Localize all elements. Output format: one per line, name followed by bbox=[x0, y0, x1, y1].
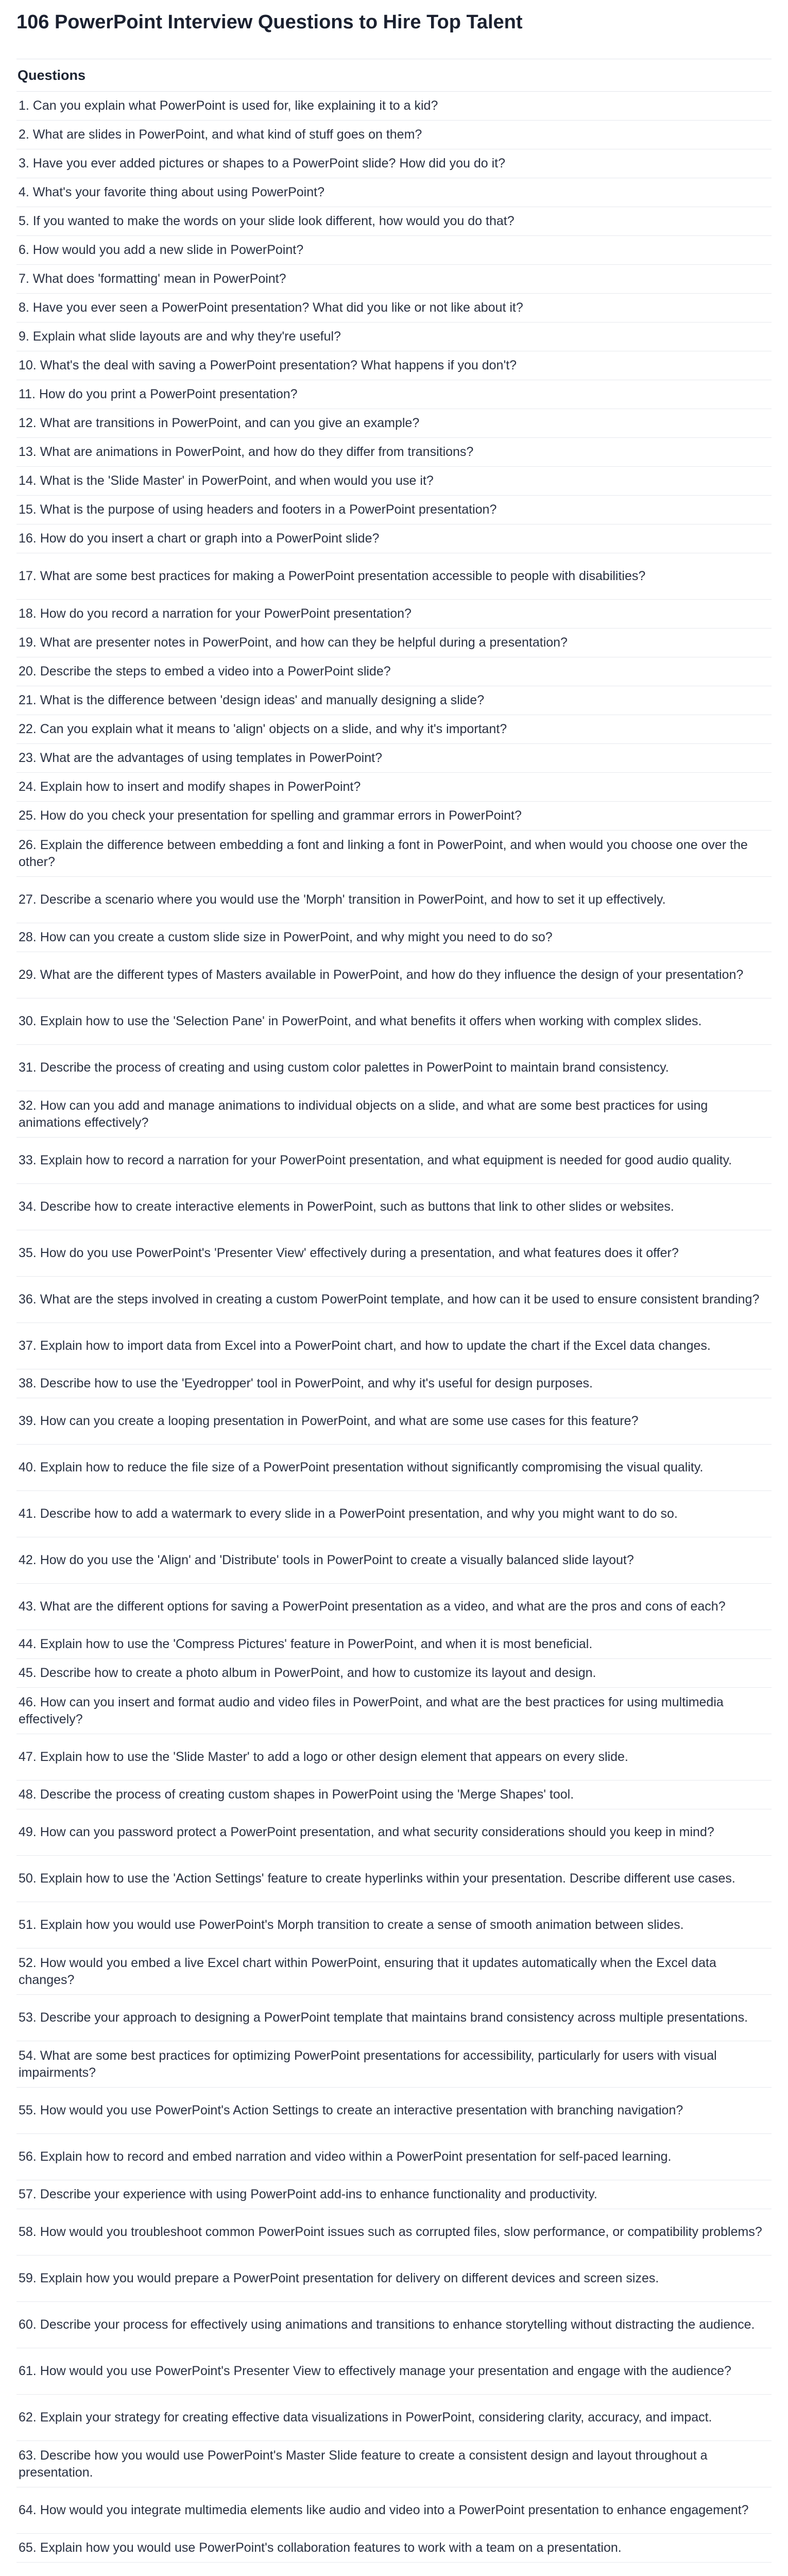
table-row bbox=[16, 2041, 772, 2088]
question-text: 48. Describe the process of creating custom shapes in PowerPoint using the 'Merge Shapes' tool. bbox=[19, 1787, 574, 1802]
table-row bbox=[16, 686, 772, 715]
table-row bbox=[16, 2302, 772, 2348]
table-row bbox=[16, 1630, 772, 1659]
table-row bbox=[16, 1445, 772, 1491]
table-row bbox=[16, 1398, 772, 1445]
question-text: 23. What are the advantages of using templates in PowerPoint? bbox=[19, 751, 382, 765]
table-row bbox=[16, 1584, 772, 1630]
table-row bbox=[16, 1323, 772, 1369]
question-text: 12. What are transitions in PowerPoint, and can you give an example? bbox=[19, 416, 420, 430]
question-text: 13. What are animations in PowerPoint, and how do they differ from transitions? bbox=[19, 445, 474, 459]
table-row bbox=[16, 1781, 772, 1809]
table-row bbox=[16, 467, 772, 496]
table-row bbox=[16, 744, 772, 773]
question-text: 42. How do you use the 'Align' and 'Distribute' tools in PowerPoint to create a visually balanced slide layout? bbox=[19, 1553, 634, 1567]
question-text: 51. Explain how you would use PowerPoint's Morph transition to create a sense of smooth animation between slides. bbox=[19, 1918, 684, 1932]
table-row bbox=[16, 236, 772, 265]
table-row bbox=[16, 1091, 772, 1138]
question-text: 19. What are presenter notes in PowerPoint, and how can they be helpful during a presentation? bbox=[19, 635, 568, 650]
question-text: 60. Describe your process for effectively using animations and transitions to enhance storytelling without distracting the audience. bbox=[19, 2317, 755, 2332]
question-text: 43. What are the different options for saving a PowerPoint presentation as a video, and what are the pros and cons of each? bbox=[19, 1599, 726, 1614]
question-text: 10. What's the deal with saving a PowerPoint presentation? What happens if you don't? bbox=[19, 358, 517, 372]
question-text: 58. How would you troubleshoot common PowerPoint issues such as corrupted files, slow performance, or compatibility problems? bbox=[19, 2225, 762, 2239]
question-text: 36. What are the steps involved in creating a custom PowerPoint template, and how can it be used to ensure consistent branding? bbox=[19, 1292, 760, 1307]
table-row bbox=[16, 178, 772, 207]
question-text: 18. How do you record a narration for your PowerPoint presentation? bbox=[19, 606, 412, 621]
question-text: 6. How would you add a new slide in PowerPoint? bbox=[19, 243, 304, 257]
question-text: 16. How do you insert a chart or graph into a PowerPoint slide? bbox=[19, 531, 380, 546]
table-row bbox=[16, 149, 772, 178]
table-row bbox=[16, 438, 772, 467]
question-text: 54. What are some best practices for optimizing PowerPoint presentations for accessibility, particularly for users with visual impairments? bbox=[19, 2048, 717, 2080]
question-text: 47. Explain how to use the 'Slide Master' to add a logo or other design element that appears on every slide. bbox=[19, 1750, 628, 1764]
question-text: 7. What does 'formatting' mean in PowerPoint? bbox=[19, 272, 286, 286]
question-text: 4. What's your favorite thing about using PowerPoint? bbox=[19, 185, 324, 199]
question-text: 22. Can you explain what it means to 'align' objects on a slide, and why it's important? bbox=[19, 722, 507, 736]
table-header: Questions bbox=[16, 59, 772, 92]
table-row bbox=[16, 496, 772, 524]
question-text: 14. What is the 'Slide Master' in PowerPoint, and when would you use it? bbox=[19, 473, 434, 488]
table-row bbox=[16, 2256, 772, 2302]
question-text: 2. What are slides in PowerPoint, and what kind of stuff goes on them? bbox=[19, 127, 422, 142]
questions-table bbox=[16, 59, 772, 2576]
question-text: 45. Describe how to create a photo album in PowerPoint, and how to customize its layout and design. bbox=[19, 1666, 596, 1680]
table-row bbox=[16, 1369, 772, 1398]
table-row bbox=[16, 1902, 772, 1948]
question-text: 50. Explain how to use the 'Action Settings' feature to create hyperlinks within your presentation. Describe different use cases. bbox=[19, 1871, 735, 1886]
question-text: 64. How would you integrate multimedia elements like audio and video into a PowerPoint presentation to enhance engagement? bbox=[19, 2503, 749, 2517]
question-text: 63. Describe how you would use PowerPoint's Master Slide feature to create a consistent design and layout throughout a presentation. bbox=[19, 2448, 708, 2480]
table-body bbox=[16, 92, 772, 2576]
table-row bbox=[16, 715, 772, 744]
question-text: 5. If you wanted to make the words on your slide look different, how would you do that? bbox=[19, 214, 515, 228]
table-row bbox=[16, 802, 772, 831]
question-text: 40. Explain how to reduce the file size of a PowerPoint presentation without significantly compromising the visual quality. bbox=[19, 1460, 704, 1475]
question-text: 61. How would you use PowerPoint's Presenter View to effectively manage your presentation and engage with the audience? bbox=[19, 2364, 731, 2378]
table-row bbox=[16, 1138, 772, 1184]
table-row bbox=[16, 2487, 772, 2534]
question-text: 15. What is the purpose of using headers and footers in a PowerPoint presentation? bbox=[19, 502, 497, 517]
question-text: 46. How can you insert and format audio and video files in PowerPoint, and what are the best practices for using multimedia effectively? bbox=[19, 1694, 724, 1726]
table-row bbox=[16, 1856, 772, 1902]
question-text: 65. Explain how you would use PowerPoint's collaboration features to work with a team on a presentation. bbox=[19, 2540, 622, 2555]
question-text: 37. Explain how to import data from Excel into a PowerPoint chart, and how to update the chart if the Excel data changes. bbox=[19, 1338, 711, 1353]
question-text: 44. Explain how to use the 'Compress Pictures' feature in PowerPoint, and when it is most beneficial. bbox=[19, 1637, 593, 1651]
table-row bbox=[16, 1734, 772, 1781]
table-row bbox=[16, 657, 772, 686]
table-row bbox=[16, 351, 772, 380]
table-row bbox=[16, 1537, 772, 1584]
question-text: 24. Explain how to insert and modify shapes in PowerPoint? bbox=[19, 779, 361, 794]
table-row bbox=[16, 1659, 772, 1688]
question-text: 21. What is the difference between 'design ideas' and manually designing a slide? bbox=[19, 693, 485, 707]
table-row bbox=[16, 1277, 772, 1323]
table-row bbox=[16, 323, 772, 351]
table-row bbox=[16, 1184, 772, 1230]
question-text: 32. How can you add and manage animations to individual objects on a slide, and what are some best practices for using animations effectively? bbox=[19, 1098, 708, 1130]
table-row bbox=[16, 2441, 772, 2487]
question-text: 27. Describe a scenario where you would use the 'Morph' transition in PowerPoint, and how to set it up effectively. bbox=[19, 892, 666, 907]
question-text: 28. How can you create a custom slide size in PowerPoint, and why might you need to do so? bbox=[19, 930, 553, 944]
table-row bbox=[16, 952, 772, 998]
table-row bbox=[16, 629, 772, 657]
table-row bbox=[16, 2134, 772, 2180]
table-row bbox=[16, 1948, 772, 1995]
table-row bbox=[16, 121, 772, 149]
question-text: 25. How do you check your presentation for spelling and grammar errors in PowerPoint? bbox=[19, 808, 522, 823]
table-row bbox=[16, 877, 772, 923]
question-text: 41. Describe how to add a watermark to every slide in a PowerPoint presentation, and why you might want to do so. bbox=[19, 1506, 678, 1521]
question-text: 9. Explain what slide layouts are and why they're useful? bbox=[19, 329, 341, 344]
question-text: 56. Explain how to record and embed narration and video within a PowerPoint presentation for self-paced learning. bbox=[19, 2149, 672, 2164]
table-row bbox=[16, 553, 772, 600]
table-row bbox=[16, 923, 772, 952]
table-row bbox=[16, 773, 772, 802]
question-text: 11. How do you print a PowerPoint presentation? bbox=[19, 387, 298, 401]
question-text: 26. Explain the difference between embedding a font and linking a font in PowerPoint, and when would you choose one over the other? bbox=[19, 837, 748, 869]
table-row bbox=[16, 92, 772, 121]
question-text: 62. Explain your strategy for creating effective data visualizations in PowerPoint, considering clarity, accuracy, and impact. bbox=[19, 2410, 712, 2425]
table-row bbox=[16, 265, 772, 294]
table-row bbox=[16, 1230, 772, 1277]
table-row bbox=[16, 2563, 772, 2576]
table-row bbox=[16, 524, 772, 553]
table-row bbox=[16, 2180, 772, 2209]
question-text: 31. Describe the process of creating and using custom color palettes in PowerPoint to maintain brand consistency. bbox=[19, 1060, 669, 1075]
question-text: 3. Have you ever added pictures or shapes to a PowerPoint slide? How did you do it? bbox=[19, 156, 505, 171]
question-text: 52. How would you embed a live Excel chart within PowerPoint, ensuring that it updates automatically when the Excel data changes? bbox=[19, 1955, 716, 1987]
question-text: 29. What are the different types of Masters available in PowerPoint, and how do they influence the design of your presentation? bbox=[19, 968, 744, 982]
question-text: 17. What are some best practices for making a PowerPoint presentation accessible to people with disabilities? bbox=[19, 569, 646, 583]
table-row bbox=[16, 2534, 772, 2563]
question-text: 49. How can you password protect a PowerPoint presentation, and what security considerations should you keep in mind? bbox=[19, 1825, 714, 1839]
table-row bbox=[16, 1045, 772, 1091]
question-text: 59. Explain how you would prepare a PowerPoint presentation for delivery on different devices and screen sizes. bbox=[19, 2271, 659, 2285]
question-text: 57. Describe your experience with using PowerPoint add-ins to enhance functionality and productivity. bbox=[19, 2187, 597, 2201]
table-row bbox=[16, 2395, 772, 2441]
question-text: 8. Have you ever seen a PowerPoint presentation? What did you like or not like about it? bbox=[19, 300, 523, 315]
table-row bbox=[16, 409, 772, 438]
table-row bbox=[16, 2209, 772, 2256]
table-row bbox=[16, 1995, 772, 2041]
table-row bbox=[16, 207, 772, 236]
question-text: 1. Can you explain what PowerPoint is used for, like explaining it to a kid? bbox=[19, 98, 438, 113]
question-text: 34. Describe how to create interactive elements in PowerPoint, such as buttons that link to other slides or websites. bbox=[19, 1199, 674, 1214]
table-row bbox=[16, 294, 772, 323]
table-row bbox=[16, 1491, 772, 1537]
table-row bbox=[16, 831, 772, 877]
table-row bbox=[16, 380, 772, 409]
question-text: 20. Describe the steps to embed a video into a PowerPoint slide? bbox=[19, 664, 391, 679]
question-text: 39. How can you create a looping presentation in PowerPoint, and what are some use cases for this feature? bbox=[19, 1414, 639, 1428]
question-text: 53. Describe your approach to designing a PowerPoint template that maintains brand consistency across multiple presentations. bbox=[19, 2010, 748, 2025]
question-text: 33. Explain how to record a narration for your PowerPoint presentation, and what equipment is needed for good audio quality. bbox=[19, 1153, 732, 1167]
question-text: 35. How do you use PowerPoint's 'Presenter View' effectively during a presentation, and what features does it offer? bbox=[19, 1246, 679, 1260]
table-row bbox=[16, 2088, 772, 2134]
table-row bbox=[16, 1688, 772, 1734]
table-row bbox=[16, 998, 772, 1045]
question-text: 55. How would you use PowerPoint's Action Settings to create an interactive presentation with branching navigation? bbox=[19, 2103, 683, 2117]
page-title: 106 PowerPoint Interview Questions to Hire Top Talent bbox=[16, 11, 523, 33]
table-row bbox=[16, 2348, 772, 2395]
table-row bbox=[16, 1809, 772, 1856]
table-row bbox=[16, 600, 772, 629]
question-text: 38. Describe how to use the 'Eyedropper' tool in PowerPoint, and why it's useful for design purposes. bbox=[19, 1376, 593, 1391]
question-text: 30. Explain how to use the 'Selection Pane' in PowerPoint, and what benefits it offers when working with complex slides. bbox=[19, 1014, 702, 1028]
